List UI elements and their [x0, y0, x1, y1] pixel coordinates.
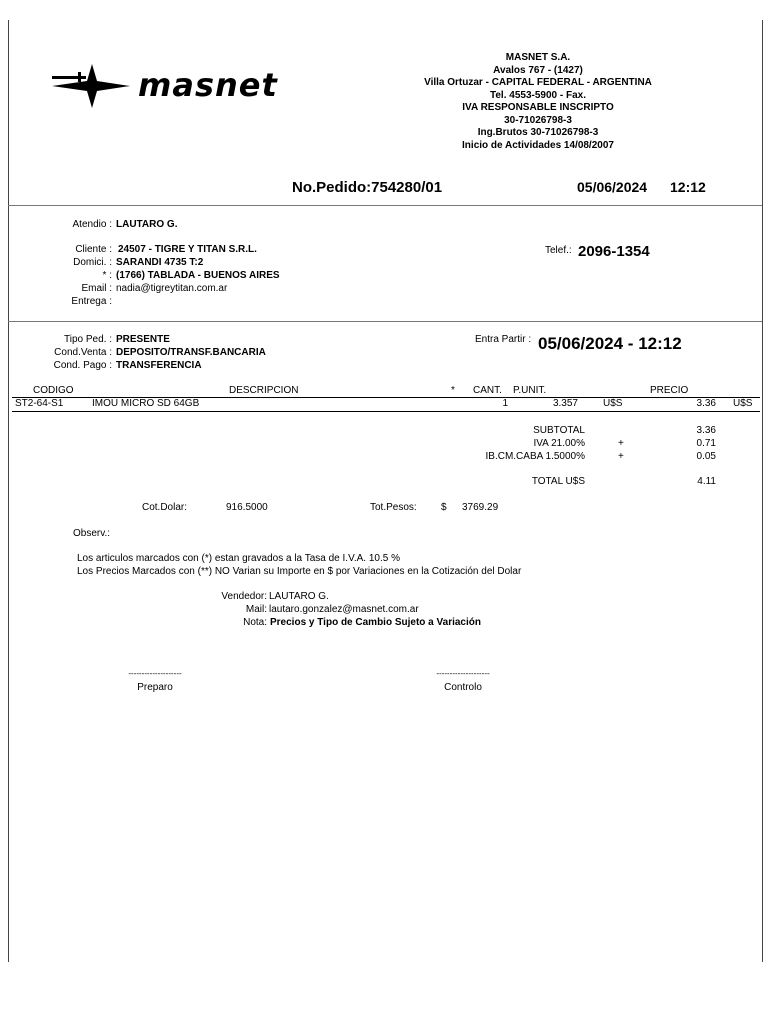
row-currency: U$S — [603, 398, 623, 409]
table-row-rule — [12, 411, 760, 412]
row-precio-currency: U$S — [733, 398, 753, 409]
mail-value: lautaro.gonzalez@masnet.com.ar — [269, 604, 419, 615]
signature-controlo — [418, 668, 508, 694]
row-descripcion: IMOU MICRO SD 64GB — [92, 398, 200, 409]
vendedor-label: Vendedor: — [221, 591, 267, 602]
ib-sign: + — [618, 451, 624, 462]
company-ing-brutos: Ing.Brutos 30-71026798-3 — [477, 127, 599, 138]
cliente-label: Cliente : — [75, 244, 112, 255]
ib-label: IB.CM.CABA 1.5000% — [485, 451, 585, 462]
cond-venta-value: DEPOSITO/TRANSF.BANCARIA — [116, 347, 266, 358]
company-city: Villa Ortuzar - CAPITAL FEDERAL - ARGENTINA — [424, 77, 652, 88]
divider-customer — [8, 321, 762, 322]
company-info — [408, 52, 668, 152]
logo-text: masnet — [138, 66, 278, 104]
note-line-1: Los articulos marcados con (*) estan gravados a la Tasa de I.V.A. 10.5 % — [77, 553, 400, 564]
row-precio: 3.36 — [696, 398, 716, 409]
cond-pago-value: TRANSFERENCIA — [116, 360, 202, 371]
domic-value: SARANDI 4735 T:2 — [116, 257, 204, 268]
total-value: 4.11 — [697, 476, 716, 487]
atendio-value: LAUTARO G. — [116, 219, 178, 230]
note-line-2: Los Precios Marcados con (**) NO Varian su Importe en $ por Variaciones en la Cotización del Dolar — [77, 566, 522, 577]
subtotal-label: SUBTOTAL — [533, 425, 585, 436]
col-precio: PRECIO — [650, 385, 689, 396]
iva-sign: + — [618, 438, 624, 449]
company-phone: Tel. 4553-5900 - Fax. — [490, 89, 586, 101]
cot-dolar-label: Cot.Dolar: — [142, 502, 188, 513]
tipo-ped-value: PRESENTE — [116, 334, 170, 345]
iva-value: 0.71 — [696, 438, 716, 449]
cond-venta-label: Cond.Venta : — [54, 347, 112, 358]
col-punit: P.UNIT. — [513, 385, 547, 396]
tipo-ped-label: Tipo Ped. : — [64, 334, 112, 345]
subtotal-value: 3.36 — [696, 425, 716, 436]
col-star: * — [451, 385, 455, 396]
row-codigo: ST2-64-S1 — [15, 398, 64, 409]
email-value: nadia@tigreytitan.com.ar — [116, 283, 228, 294]
company-name: MASNET S.A. — [505, 52, 571, 63]
tot-pesos-sign: $ — [441, 502, 447, 513]
star-logo-icon — [50, 62, 130, 110]
nota-value: Precios y Tipo de Cambio Sujeto a Variación — [270, 617, 481, 628]
cliente-value: 24507 - TIGRE Y TITAN S.R.L. — [118, 244, 257, 255]
company-logo — [50, 62, 300, 112]
signature-line-preparo: -------------------- — [128, 669, 182, 678]
left-border — [8, 20, 9, 962]
entrega-label: Entrega : — [71, 296, 112, 307]
company-cuit: 30-71026798-3 — [504, 114, 572, 126]
preparo-label: Preparo — [137, 682, 173, 693]
cond-pago-label: Cond. Pago : — [53, 360, 112, 371]
company-start: Inicio de Actividades 14/08/2007 — [462, 139, 614, 151]
signature-line-controlo: -------------------- — [436, 669, 490, 678]
divider-header — [8, 205, 762, 206]
loc-label: * : — [102, 270, 112, 281]
company-address: Avalos 767 - (1427) — [493, 64, 583, 76]
tot-pesos-label: Tot.Pesos: — [370, 502, 417, 513]
cot-dolar-value: 916.5000 — [226, 502, 268, 513]
col-cant: CANT. — [473, 385, 502, 396]
observ-label: Observ.: — [73, 528, 111, 539]
telef-value: 2096-1354 — [578, 243, 650, 260]
order-number: No.Pedido:754280/01 — [292, 179, 443, 196]
telef-label: Telef.: — [545, 245, 572, 256]
ib-value: 0.05 — [696, 451, 716, 462]
loc-value: (1766) TABLADA - BUENOS AIRES — [116, 270, 280, 281]
vendedor-value: LAUTARO G. — [269, 591, 329, 602]
signature-preparo — [110, 668, 200, 694]
row-punit: 3.357 — [552, 398, 578, 409]
order-date: 05/06/2024 — [577, 179, 648, 195]
tot-pesos-value: 3769.29 — [462, 502, 499, 513]
nota-label: Nota: — [243, 617, 267, 628]
email-label: Email : — [81, 283, 112, 294]
col-descripcion: DESCRIPCION — [229, 385, 299, 396]
atendio-label: Atendio : — [72, 219, 112, 230]
row-cant: 1 — [502, 398, 508, 409]
table-row — [0, 398, 768, 412]
company-tax-status: IVA RESPONSABLE INSCRIPTO — [462, 102, 614, 113]
controlo-label: Controlo — [444, 682, 482, 693]
mail-label: Mail: — [245, 604, 267, 615]
total-label: TOTAL U$S — [531, 476, 585, 487]
order-time: 12:12 — [670, 179, 706, 195]
entra-value: 05/06/2024 - 12:12 — [538, 334, 682, 353]
entra-label: Entra Partir : — [475, 334, 532, 345]
col-codigo: CODIGO — [33, 385, 74, 396]
iva-label: IVA 21.00% — [533, 438, 585, 449]
right-border — [762, 20, 763, 962]
domic-label: Domici. : — [73, 257, 112, 268]
